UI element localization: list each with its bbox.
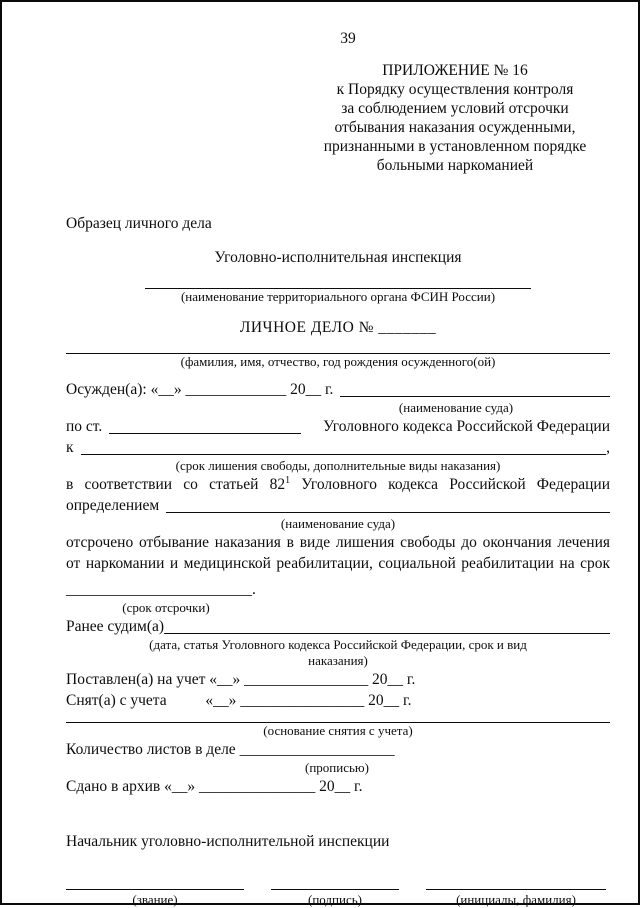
prior-caption-line2: наказания) [308, 653, 368, 668]
prior-caption-line1: (дата, статья Уголовного кодекса Российской Федерации, срок и вид [149, 637, 527, 652]
archive-line: Сдано в архив «__» _______________ 20__ г. [66, 778, 363, 795]
registered-line: Поставлен(а) на учет «__» ________________ 20__ г. [66, 671, 416, 688]
sentence-label: к [66, 439, 74, 456]
sentence-comma: , [606, 439, 610, 456]
ruling-label: определением [66, 497, 160, 514]
name-caption: (фамилия, имя, отчество, год рождения осужденного(ой) [180, 354, 496, 369]
ruling-row [66, 495, 610, 516]
appendix-header [300, 61, 610, 175]
rank-caption: (звание) [132, 892, 178, 907]
appendix-subtitle-line: отбывания наказания осужденными, [334, 119, 576, 136]
case-file-title: ЛИЧНОЕ ДЕЛО № _______ [239, 319, 437, 336]
signature-sign-block [271, 877, 399, 908]
inspection-title: Уголовно-исполнительная инспекция [214, 249, 462, 266]
prior-conviction-label: Ранее судим(а) [66, 618, 165, 635]
appendix-title: ПРИЛОЖЕНИЕ № 16 [382, 62, 528, 79]
appendix-subtitle-line: больными наркоманией [376, 157, 534, 174]
court-name-blank [340, 379, 610, 397]
deferral-caption: (срок отсрочки) [122, 600, 210, 615]
sample-label: Образец личного дела [66, 215, 212, 232]
prior-conviction-row [66, 616, 610, 637]
accordance-text-before: в соответствии со статьей 82 [66, 476, 286, 493]
article-suffix: Уголовного кодекса Российской Федерации [323, 418, 610, 435]
term-caption: (срок лишения свободы, дополнительные виды наказания) [175, 458, 501, 473]
signature-rank-block [66, 877, 244, 908]
page-number: 39 [340, 30, 356, 47]
signature-row [66, 877, 610, 908]
signature-blank-line [271, 877, 399, 890]
removed-line: Снят(а) с учета «__» ________________ 20__ г. [66, 692, 412, 709]
removal-caption: (основание снятия с учета) [263, 723, 413, 738]
appendix-subtitle-line: за соблюдением условий отсрочки [341, 100, 569, 117]
article-superscript: 1 [285, 474, 291, 486]
deferral-line-2: от наркомании и медицинской реабилитации, социальной реабилитации на срок [66, 555, 610, 572]
chief-line: Начальник уголовно-исполнительной инспекции [66, 833, 390, 850]
sheet-count-line: Количество листов в деле ____________________ [66, 741, 395, 758]
inspection-caption: (наименование территориального органа ФСИН России) [180, 289, 496, 304]
article-row [66, 416, 610, 437]
signature-caption: (подпись) [308, 892, 362, 907]
signature-name-block [426, 877, 606, 908]
name-blank-line-sig [426, 877, 606, 890]
prior-conviction-blank [164, 616, 610, 634]
convicted-label: Осужден(а): «__» _____________ 20__ г. [66, 381, 334, 398]
article-blank [109, 416, 301, 434]
sentence-row [66, 437, 610, 458]
accordance-text-after: Уголовного кодекса Российской Федерации [301, 476, 611, 493]
rank-blank-line [66, 877, 244, 890]
article-label: по ст. [66, 418, 103, 435]
sheet-count-caption: (прописью) [305, 760, 369, 775]
convicted-row [66, 379, 610, 400]
deferral-term-blank: ________________________. [66, 581, 256, 598]
court-caption-1: (наименование суда) [398, 400, 514, 415]
accordance-line [66, 474, 610, 495]
sentence-blank [81, 437, 607, 455]
appendix-subtitle-line: к Порядку осуществления контроля [336, 81, 574, 98]
document-page [2, 2, 638, 907]
court-caption-2: (наименование суда) [280, 516, 396, 531]
ruling-court-blank [166, 495, 610, 513]
deferral-line-1: отсрочено отбывание наказания в виде лишения свободы до окончания лечения [66, 534, 610, 551]
appendix-subtitle-line: признанными в установленном порядке [323, 138, 587, 155]
initials-caption: (инициалы, фамилия) [456, 892, 576, 907]
